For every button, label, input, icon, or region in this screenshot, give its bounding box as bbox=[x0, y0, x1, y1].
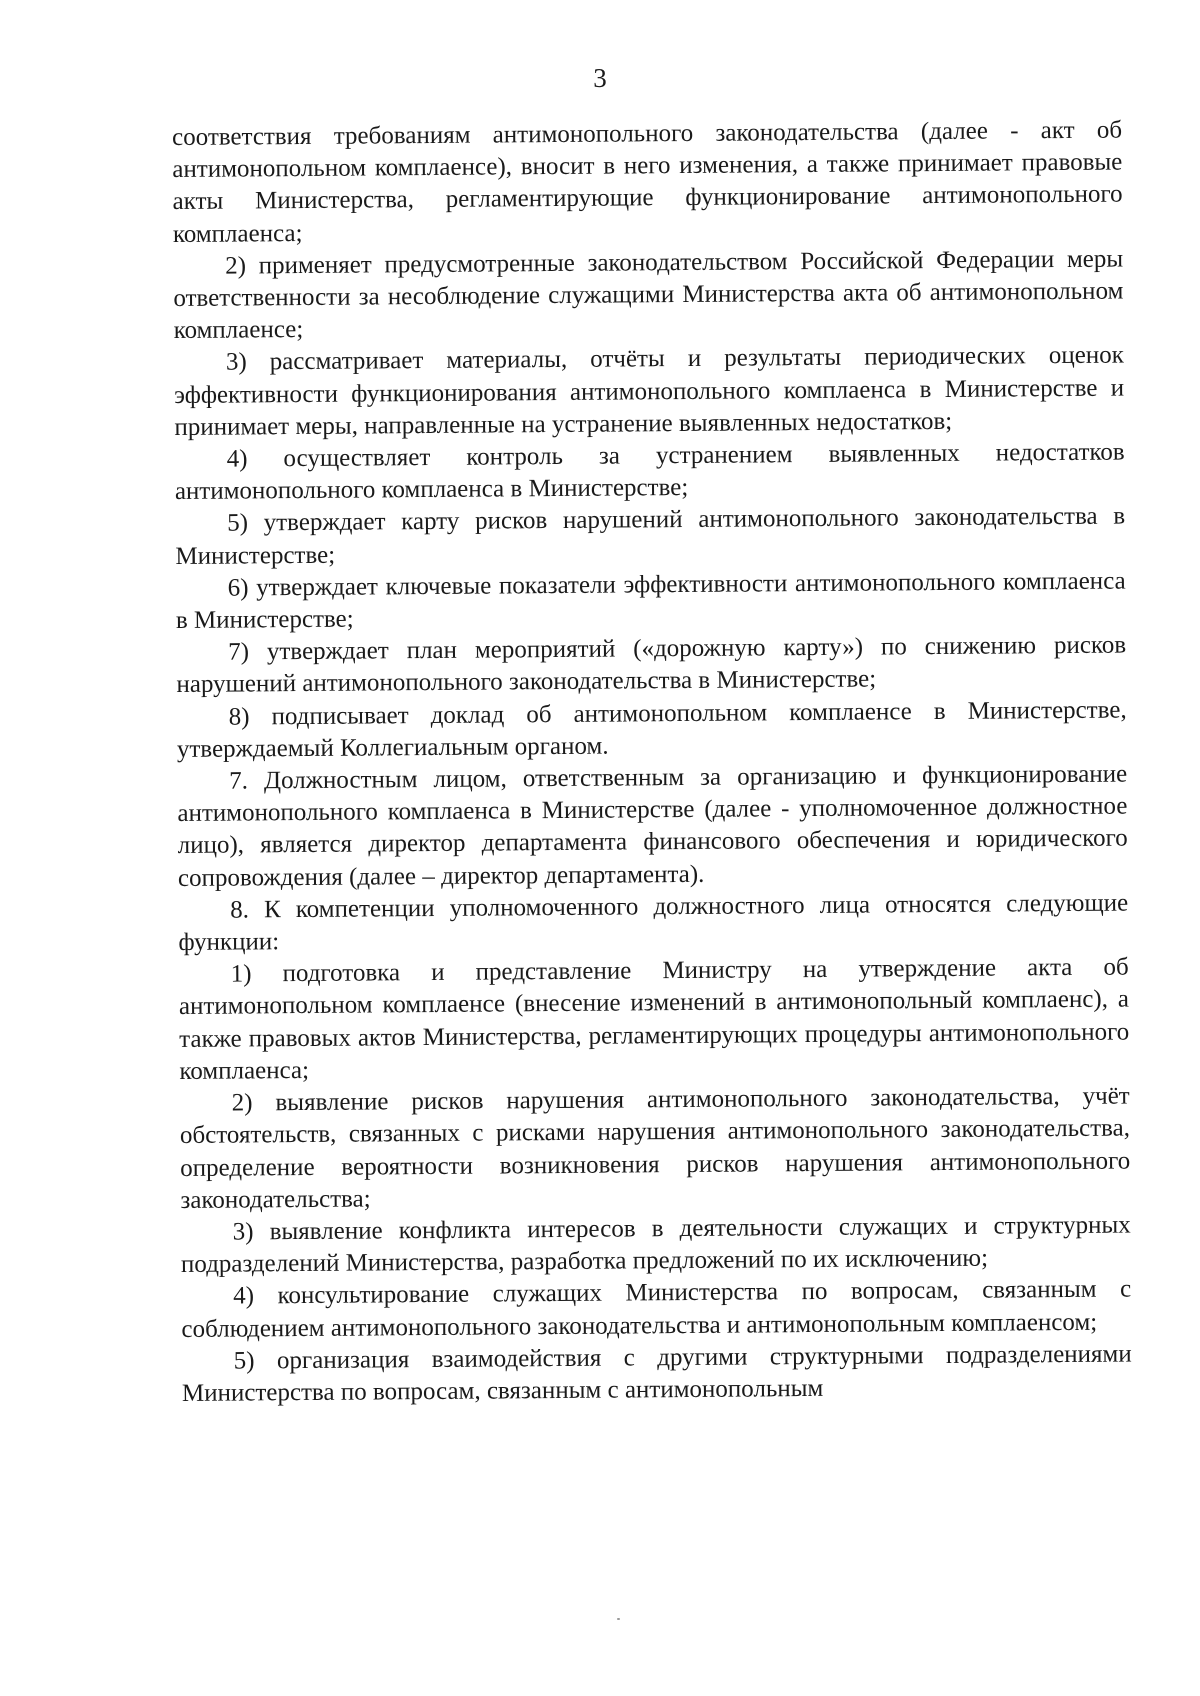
scan-speck bbox=[617, 1618, 620, 1620]
paragraph-function-2: 2) выявление рисков нарушения антимонопольного законодательства, учёт обстоятельств, связанных с рисками нарушения антимонопольного законодательства, определение вероятности возникновения рисков нарушения антимонопольного законодательства; bbox=[179, 1082, 1131, 1214]
paragraph-clause-8: 8. К компетенции уполномоченного должностного лица относятся следующие функции: bbox=[178, 889, 1129, 957]
paragraph-clause-7: 7. Должностным лицом, ответственным за организацию и функционирование антимонопольного комплаенса в Министерстве (далее - уполномоченное должностное лицо), является директор департамента финансового обеспечения и юридического сопровождения (далее – директор департамента). bbox=[177, 760, 1128, 892]
paragraph-item-2: 2) применяет предусмотренные законодательством Российской Федерации меры ответственности за несоблюдение служащими Министерства акта об антимонопольном комплаенсе; bbox=[173, 245, 1124, 345]
paragraph-function-4: 4) консультирование служащих Министерства по вопросам, связанным с соблюдением антимонопольного законодательства и антимонопольным комплаенсом; bbox=[181, 1275, 1132, 1343]
paragraph-function-1: 1) подготовка и представление Министру на утверждение акта об антимонопольном комплаенсе (внесение изменений в антимонопольный комплаенс), а также правовых актов Министерства, регламентирующих процедуры антимонопольного комплаенса; bbox=[178, 953, 1130, 1085]
paragraph-function-5: 5) организация взаимодействия с другими структурными подразделениями Министерства по вопросам, связанным с антимонопольным bbox=[181, 1340, 1132, 1407]
paragraph-item-8: 8) подписывает доклад об антимонопольном комплаенсе в Министерстве, утверждаемый Коллегиальным органом. bbox=[176, 696, 1127, 763]
paragraph-item-3: 3) рассматривает материалы, отчёты и результаты периодических оценок эффективности функционирования антимонопольного комплаенса в Министерстве и принимает меры, направленные на устранение выявленных недостатков; bbox=[174, 341, 1125, 441]
paragraph-item-4: 4) осуществляет контроль за устранением выявленных недостатков антимонопольного комплаенса в Министерстве; bbox=[174, 438, 1125, 506]
paragraph-function-3: 3) выявление конфликта интересов в деятельности служащих и структурных подразделений Министерства, разработка предложений по их исключению; bbox=[180, 1211, 1131, 1279]
paragraph-item-7: 7) утверждает план мероприятий («дорожную карту») по снижению рисков нарушений антимонопольного законодательства в Министерстве; bbox=[176, 631, 1127, 699]
paragraph-item-5: 5) утверждает карту рисков нарушений антимонопольного законодательства в Министерстве; bbox=[175, 502, 1126, 570]
paragraph-item-6: 6) утверждает ключевые показатели эффективности антимонопольного комплаенса в Министерстве; bbox=[175, 567, 1126, 635]
paragraph-continuation: соответствия требованиям антимонопольного законодательства (далее - акт об антимонопольном комплаенсе), вносит в него изменения, а также принимает правовые акты Министерства, регламентирующие функционирование антимонопольного комплаенса; bbox=[172, 116, 1123, 248]
page-number: 3 bbox=[593, 63, 607, 93]
document-body bbox=[172, 115, 1132, 1411]
